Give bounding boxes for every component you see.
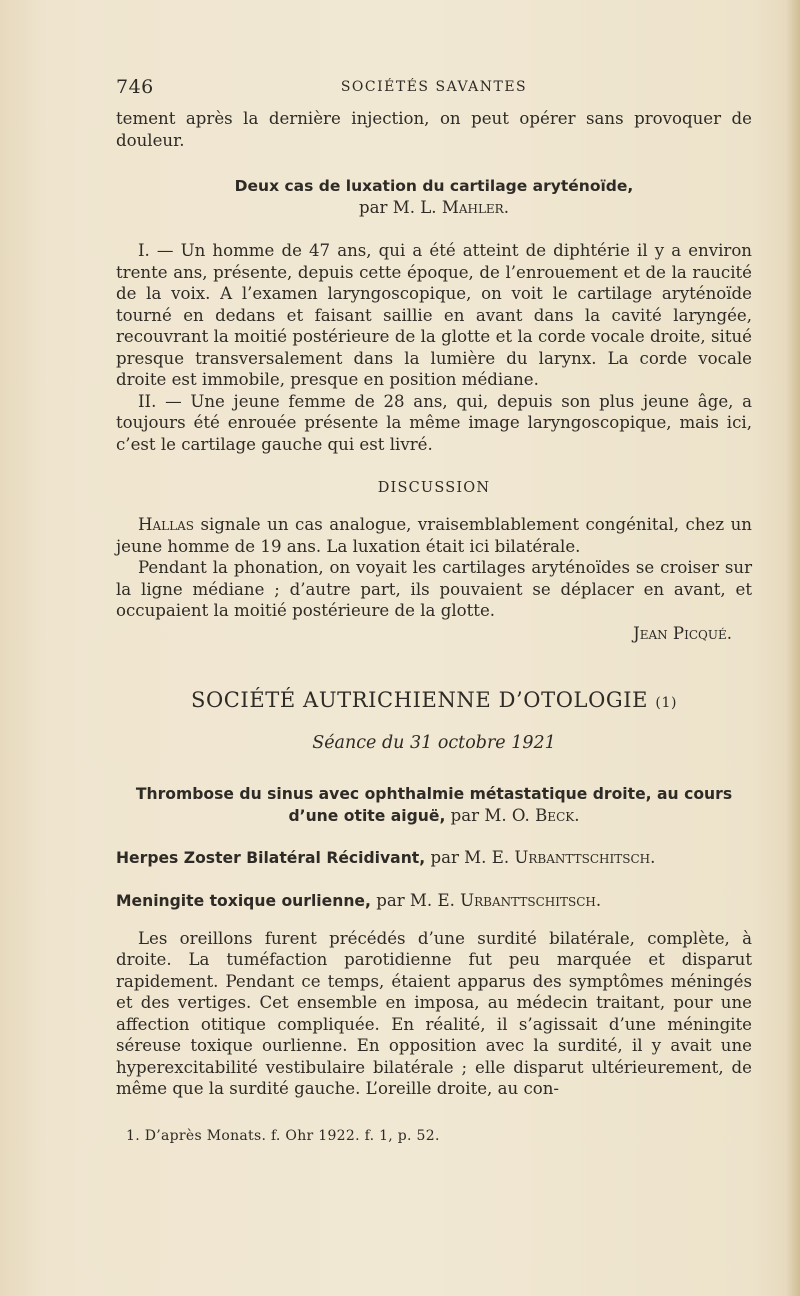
page-content: [116, 76, 752, 1144]
page-number: 746: [116, 76, 154, 98]
discussion-heading: DISCUSSION: [377, 480, 491, 496]
talk-title-3: Meningite toxique ourlienne,: [116, 891, 371, 910]
talk-author-name-1: Beck.: [535, 805, 580, 825]
footnote: 1. D’après Monats. f. Ohr 1922. f. 1, p. 52.: [126, 1127, 440, 1144]
article-author-name: Mahler.: [441, 198, 509, 217]
talk-author-prefix-1: par M. O.: [445, 805, 536, 825]
talk-author-name-2: Urbanttschitsch.: [514, 847, 656, 867]
discussion-text-1: signale un cas analogue, vraisemblablement congénital, chez un jeune homme de 19 ans. La luxation était ici bilatérale.: [116, 515, 752, 556]
running-title: SOCIÉTÉS SAVANTES: [340, 79, 528, 95]
running-head: [116, 76, 752, 106]
discussion-paragraph-1: [116, 514, 752, 557]
case-two-paragraph: II. — Une jeune femme de 28 ans, qui, depuis son plus jeune âge, a toujours été enrouée présente la même image laryngoscopique, mais ici, c’est le cartilage gauche qui est livré.: [116, 391, 752, 454]
session-date: Séance du 31 octobre 1921: [312, 732, 556, 753]
society-name: SOCIÉTÉ AUTRICHIENNE D’OTOLOGIE: [190, 687, 649, 712]
talk-entry-1: [116, 783, 752, 827]
talk-entry-3: [116, 890, 752, 912]
article-author-prefix: par M. L.: [358, 198, 442, 217]
article-heading: [116, 175, 752, 219]
talk-author-name-3: Urbanttschitsch.: [460, 890, 602, 910]
talk-title-2: Herpes Zoster Bilatéral Récidivant,: [116, 848, 426, 867]
talk-title-1: Thrombose du sinus avec ophthalmie métastatique droite, au cours d’une otite aiguë,: [135, 784, 733, 825]
article-title: Deux cas de luxation du cartilage aryténoïde,: [234, 177, 634, 195]
signature: Jean Picqué.: [633, 623, 732, 643]
case-one-paragraph: I. — Un homme de 47 ans, qui a été atteint de diphtérie il y a environ trente ans, présente, depuis cette époque, de l’enrouement et de la raucité de la voix. A l’examen laryngoscopique, on voit le cartilage aryténoïde tourné en dedans et faisant saillie en avant dans la cavité laryngée, recouvrant la moitié postérieure de la glotte et la corde vocale droite, situé presque transversalement dans la lumière du larynx. La corde vocale droite est immobile, presque en position médiane.: [116, 241, 752, 389]
talk-author-prefix-2: par M. E.: [425, 847, 515, 867]
continuation-paragraph: tement après la dernière injection, on peut opérer sans provoquer de douleur.: [116, 109, 752, 150]
footnote-reference: (1): [655, 694, 678, 711]
talk-entry-2: [116, 847, 752, 869]
talk-author-prefix-3: par M. E.: [370, 890, 461, 910]
discussion-paragraph-2: Pendant la phonation, on voyait les cartilages aryténoïdes se croiser sur la ligne médiane ; d’autre part, ils pouvaient se déplacer en avant, et occupaient la moitié postérieure de la glotte.: [116, 558, 752, 620]
mumps-paragraph: Les oreillons furent précédés d’une surdité bilatérale, complète, à droite. La tuméfaction parotidienne fut peu marquée et disparut rapidement. Pendant ce temps, étaient apparus des symptômes méningés et des vertiges. Cet ensemble en imposa, au médecin traitant, pour une affection otitique compliquée. En réalité, il s’agissait d’une méningite séreuse toxique ourlienne. En opposition avec la surdité, il y avait une hyperexcitabilité vestibulaire bilatérale ; elle disparut ultérieurement, de même que la surdité gauche. L’oreille droite, au con-: [116, 928, 752, 1098]
discussant-name: Hallas: [138, 515, 194, 534]
page-edge-shadow: [786, 0, 800, 1296]
society-heading: [116, 688, 752, 712]
